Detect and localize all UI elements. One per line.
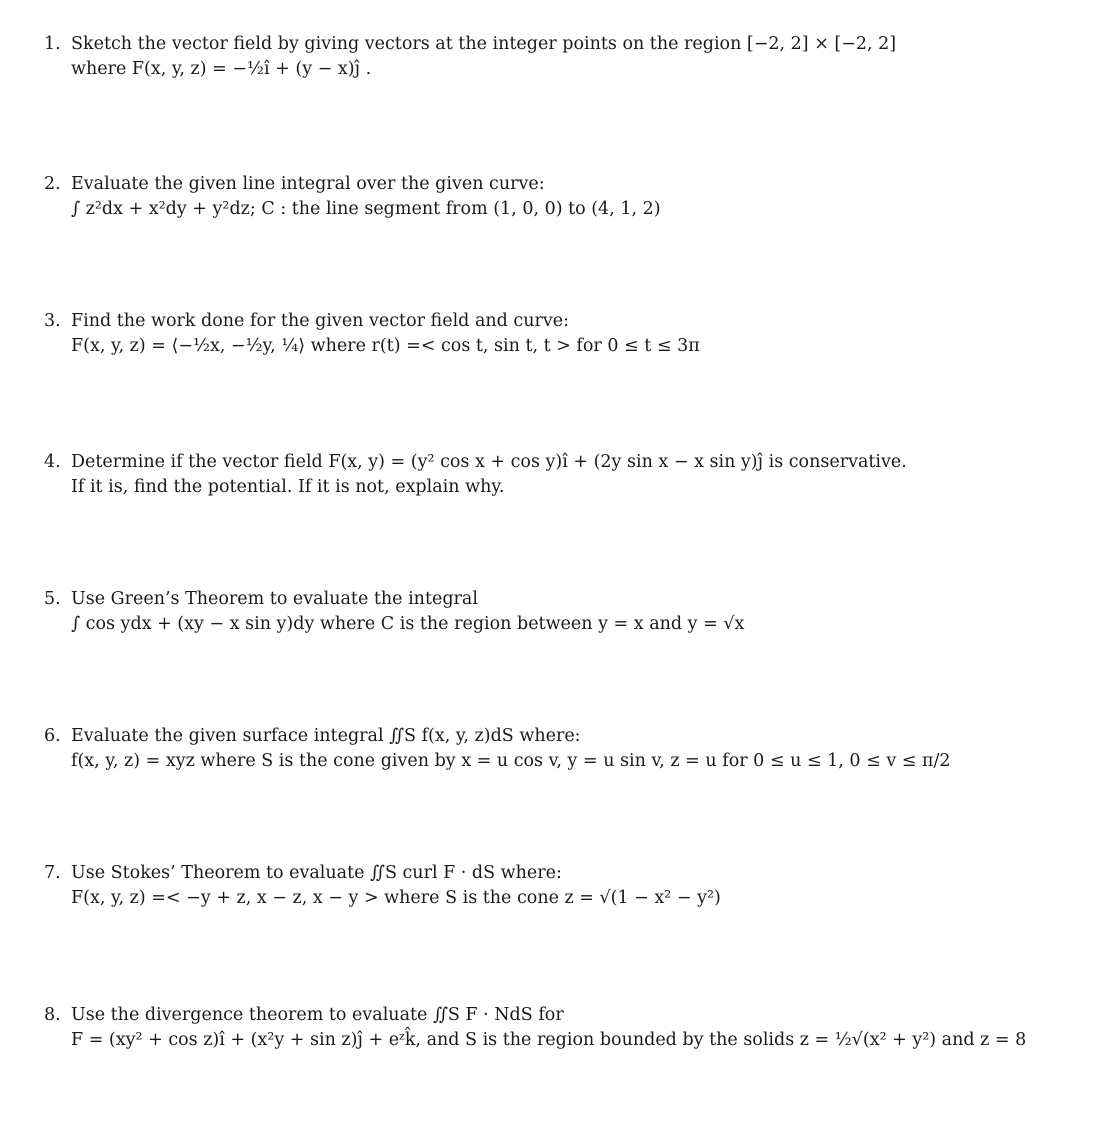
- problem-text: Use Stokes’ Theorem to evaluate ∬S curl F · dS where:: [71, 863, 562, 883]
- problem-5-line-2: ∫ cos ydx + (xy − x sin y)dy where C is the region between y = x and y = √x: [71, 614, 745, 634]
- problem-4-line-1: [44, 450, 1084, 475]
- problem-1-line-2: where F(x, y, z) = −½î + (y − x)ĵ .: [71, 59, 372, 79]
- problem-6-line-1: [44, 724, 1084, 749]
- problem-8-line-1: [44, 1003, 1084, 1028]
- problem-number: 8.: [44, 1005, 61, 1025]
- problem-8-line-2: F = (xy² + cos z)î + (x²y + sin z)ĵ + eᶻk̂, and S is the region bounded by the solids z = ½√(x² + y²) and z = 8: [71, 1030, 1027, 1050]
- problem-text: Sketch the vector field by giving vectors at the integer points on the region [−2, 2] × [−2, 2]: [71, 34, 897, 54]
- problem-7-line-1: [44, 861, 1084, 886]
- problem-number: 6.: [44, 726, 61, 746]
- problem-text: Evaluate the given line integral over the given curve:: [71, 174, 545, 194]
- problem-7-line-2: F(x, y, z) =< −y + z, x − z, x − y > where S is the cone z = √(1 − x² − y²): [71, 888, 721, 908]
- problem-8: [44, 1003, 1084, 1053]
- problem-number: 3.: [44, 311, 61, 331]
- problem-6-line-2: f(x, y, z) = xyz where S is the cone given by x = u cos v, y = u sin v, z = u for 0 ≤ u ≤ 1, 0 ≤ v ≤ π/2: [71, 751, 951, 771]
- problem-6: [44, 724, 1084, 774]
- problem-text: Use the divergence theorem to evaluate ∬S F · NdS for: [71, 1005, 564, 1025]
- problem-2-line-2: ∫ z²dx + x²dy + y²dz; C : the line segment from (1, 0, 0) to (4, 1, 2): [71, 199, 661, 219]
- problem-number: 1.: [44, 34, 61, 54]
- problem-5: [44, 587, 1084, 637]
- problem-text: Use Green’s Theorem to evaluate the integral: [71, 589, 478, 609]
- problem-text: Evaluate the given surface integral ∬S f(x, y, z)dS where:: [71, 726, 581, 746]
- problem-number: 7.: [44, 863, 61, 883]
- problem-number: 4.: [44, 452, 61, 472]
- problem-text: Find the work done for the given vector field and curve:: [71, 311, 569, 331]
- problem-3-line-2: F(x, y, z) = ⟨−½x, −½y, ¼⟩ where r(t) =< cos t, sin t, t > for 0 ≤ t ≤ 3π: [71, 336, 700, 356]
- problem-number: 5.: [44, 589, 61, 609]
- problem-3-line-1: [44, 309, 1084, 334]
- problem-7: [44, 861, 1084, 911]
- problem-4: [44, 450, 1084, 500]
- problem-4-line-2: If it is, find the potential. If it is not, explain why.: [71, 477, 505, 497]
- problem-5-line-1: [44, 587, 1084, 612]
- problem-3: [44, 309, 1084, 359]
- problem-1: [44, 32, 1084, 82]
- problem-2-line-1: [44, 172, 1084, 197]
- problem-2: [44, 172, 1084, 222]
- problem-1-line-1: [44, 32, 1084, 57]
- problem-text: Determine if the vector field F(x, y) = (y² cos x + cos y)î + (2y sin x − x sin y)ĵ is conservative.: [71, 452, 907, 472]
- problem-number: 2.: [44, 174, 61, 194]
